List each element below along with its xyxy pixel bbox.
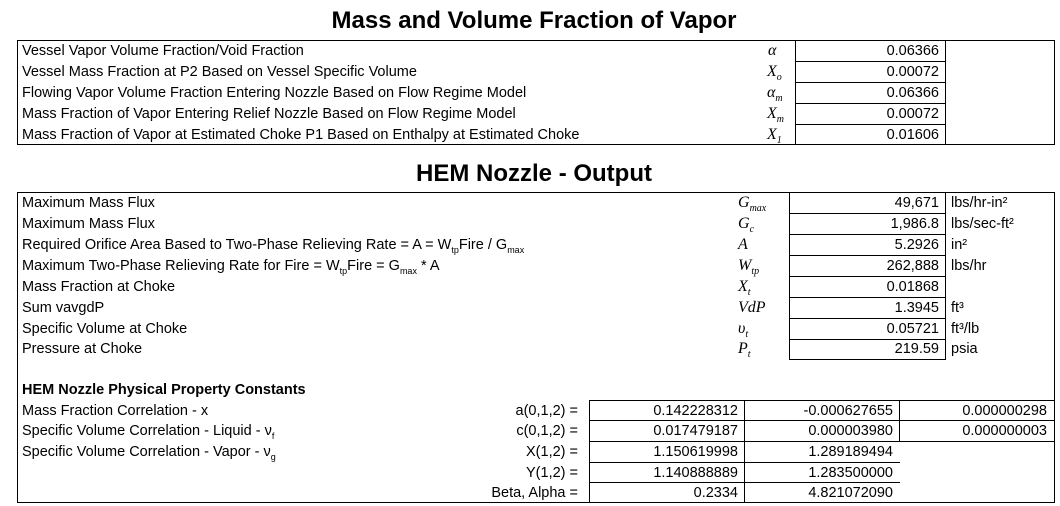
const-value: 1.289189494 [808, 444, 893, 460]
constants-heading: HEM Nozzle Physical Property Constants [22, 382, 306, 398]
row-label: Vessel Vapor Volume Fraction/Void Fraction [22, 43, 304, 59]
const-label: Specific Volume Correlation - Liquid - $\nu_f$ [22, 423, 275, 441]
section2-title: HEM Nozzle - Output [416, 160, 652, 187]
symbol-wtp: $W_{tp}$ [738, 257, 760, 278]
row-label: Required Orifice Area Based to Two-Phase Relieving Rate = $A = W_{tp}Fire / G_{max}$ [22, 237, 525, 255]
unit-cell: lbs/hr-in² [951, 195, 1008, 211]
value-cell: 0.06366 [886, 43, 939, 59]
value-cell: 219.59 [894, 341, 939, 357]
divider [789, 359, 946, 360]
row-label: Mass Fraction of Vapor at Estimated Choke P1 Based on Enthalpy at Estimated Choke [22, 127, 580, 143]
const-key: c(0,1,2) = [516, 423, 578, 439]
unit-cell [945, 277, 951, 297]
value-cell: 5.2926 [894, 237, 939, 253]
symbol-xt: $X_t$ [738, 278, 751, 299]
divider [945, 40, 946, 145]
value-cell: 0.00072 [886, 106, 939, 122]
const-value: 0.000000298 [962, 403, 1047, 419]
const-key: Y(1,2) = [526, 465, 578, 481]
symbol-gmax: $G_{max}$ [738, 194, 767, 215]
const-key: a(0,1,2) = [515, 403, 578, 419]
symbol-pt: $P_t$ [738, 340, 751, 361]
row-label: Maximum Mass Flux [22, 195, 155, 211]
value-cell: 262,888 [886, 258, 939, 274]
unit-cell: ft³/lb [951, 321, 980, 337]
symbol-alpha: α [768, 42, 777, 59]
const-value: 0.017479187 [653, 423, 738, 439]
unit-cell: lbs/hr [951, 258, 987, 274]
section1-title: Mass and Volume Fraction of Vapor [331, 7, 737, 34]
const-value: 0.000003980 [808, 423, 893, 439]
const-value: -0.000627655 [803, 403, 893, 419]
unit-cell: in² [951, 237, 968, 253]
const-value: 0.000000003 [962, 423, 1047, 439]
const-key: X(1,2) = [526, 444, 578, 460]
value-cell: 49,671 [894, 195, 939, 211]
value-cell: 0.06366 [886, 85, 939, 101]
symbol-gc: $G_c$ [738, 215, 755, 236]
symbol-a: A [738, 236, 748, 253]
value-cell: 1,986.8 [890, 216, 939, 232]
const-value: 1.140888889 [653, 465, 738, 481]
symbol-x: $X_o$ [767, 63, 782, 84]
value-cell: 0.00072 [886, 64, 939, 80]
symbol-x: $X_m$ [767, 105, 785, 126]
const-value: 1.150619998 [653, 444, 738, 460]
row-label: Maximum Mass Flux [22, 216, 155, 232]
row-label: Specific Volume at Choke [22, 321, 188, 337]
unit-cell: lbs/sec-ft² [951, 216, 1014, 232]
const-value: 4.821072090 [808, 485, 893, 501]
value-cell: 0.01606 [886, 127, 939, 143]
value-cell: 1.3945 [894, 300, 939, 316]
const-value: 0.142228312 [653, 403, 738, 419]
unit-cell: psia [951, 341, 978, 357]
symbol-alpha: $\alpha_m$ [767, 84, 783, 105]
row-label: Mass Fraction at Choke [22, 279, 176, 295]
row-label: Mass Fraction of Vapor Entering Relief Nozzle Based on Flow Regime Model [22, 106, 516, 122]
value-cell: 0.05721 [886, 321, 939, 337]
const-label: Specific Volume Correlation - Vapor - $\nu_g$ [22, 444, 276, 462]
row-label: Sum vavgdP [22, 300, 105, 316]
symbol-vt: $\upsilon_t$ [738, 320, 749, 341]
value-cell: 0.01868 [886, 279, 939, 295]
row-label: Pressure at Choke [22, 341, 143, 357]
row-label: Vessel Mass Fraction at P2 Based on Vessel Specific Volume [22, 64, 417, 80]
const-key: Beta, Alpha = [491, 485, 578, 501]
unit-cell: ft³ [951, 300, 964, 316]
symbol-vdp: VdP [738, 299, 766, 316]
row-label: Flowing Vapor Volume Fraction Entering Nozzle Based on Flow Regime Model [22, 85, 527, 101]
row-label: Maximum Two-Phase Relieving Rate for Fire = $W_{tp}Fire = G_{max} * A$ [22, 258, 440, 276]
symbol-x: $X_1$ [767, 126, 782, 147]
const-value: 0.2334 [693, 485, 738, 501]
const-label: Mass Fraction Correlation - x [22, 403, 209, 419]
const-value: 1.283500000 [808, 465, 893, 481]
